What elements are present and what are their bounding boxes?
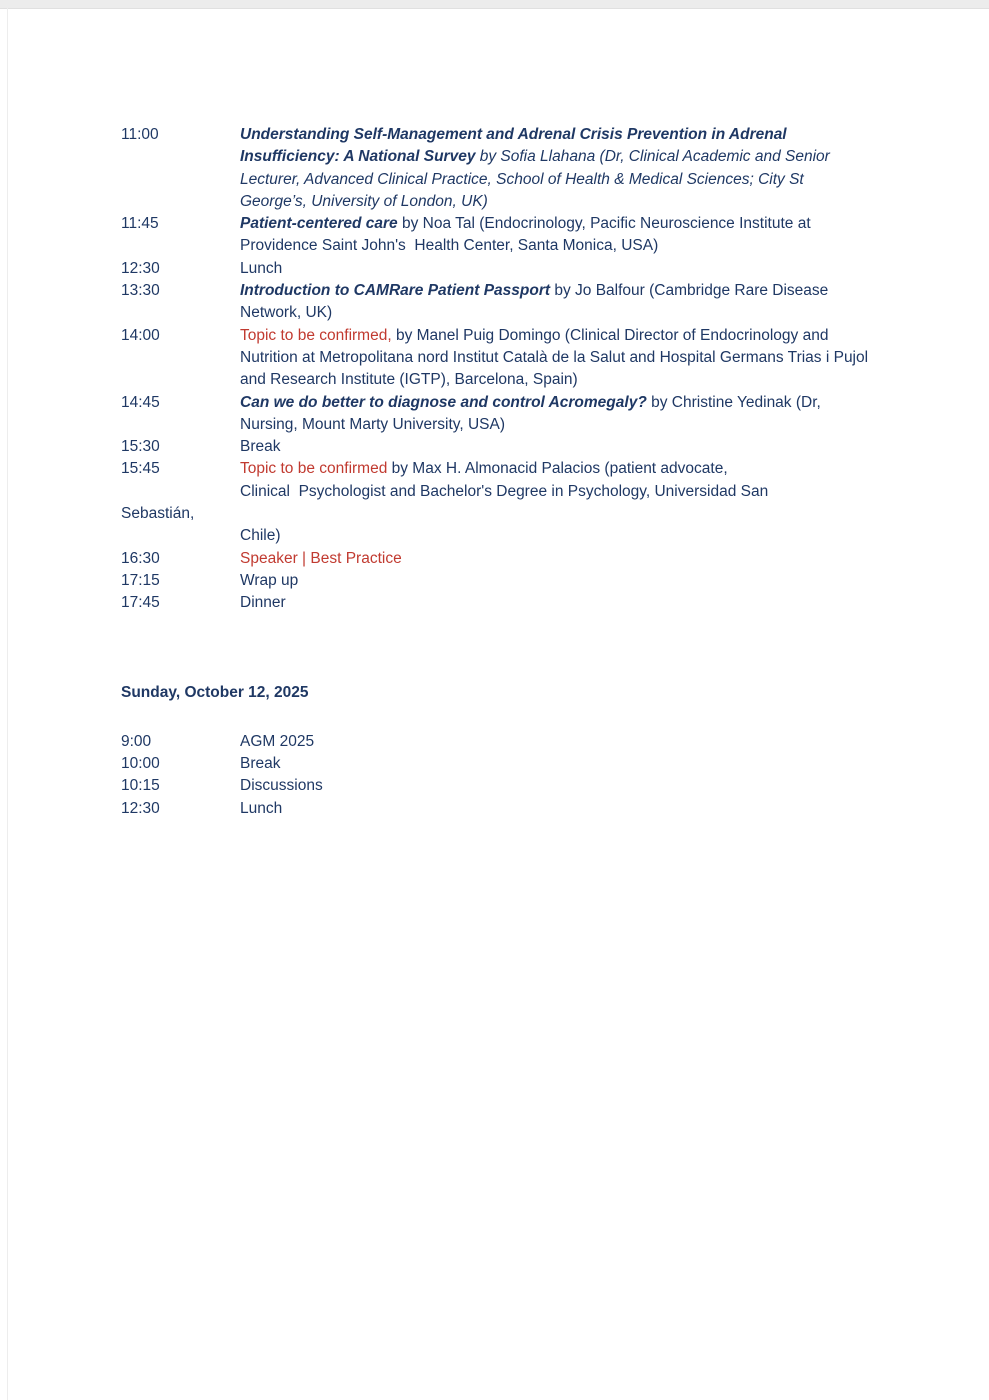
page-left-edge	[7, 8, 8, 1400]
session-label: Lunch	[240, 259, 283, 277]
session-title: Introduction to CAMRare Patient Passport	[240, 282, 551, 300]
schedule-row-outdented	[121, 503, 869, 525]
session-label: Discussions	[240, 777, 323, 795]
speaker-info: by Christine Yedinak (Dr, Nursing, Mount Marty University, USA)	[240, 393, 821, 433]
schedule-row	[121, 570, 869, 592]
time-cell: 16:30	[121, 549, 160, 567]
page-top-edge	[0, 0, 989, 9]
session-cell	[240, 280, 869, 325]
time-cell: 9:00	[121, 732, 152, 750]
time-cell: 14:00	[121, 326, 160, 344]
time-cell: 13:30	[121, 282, 160, 300]
schedule-row	[121, 548, 869, 570]
session-label: Break	[240, 755, 281, 773]
session-label: AGM 2025	[240, 732, 315, 750]
time-cell: 10:15	[121, 777, 160, 795]
schedule-row	[121, 280, 869, 325]
session-cell	[240, 258, 869, 280]
session-label: Break	[240, 438, 281, 456]
session-cell	[240, 124, 869, 213]
session-label: Dinner	[240, 594, 286, 612]
time-cell: 10:00	[121, 755, 160, 773]
time-cell	[121, 525, 240, 547]
time-cell: 12:30	[121, 259, 160, 277]
time-cell: 17:15	[121, 571, 160, 589]
session-cell	[240, 592, 869, 614]
speaker-info: by Noa Tal (Endocrinology, Pacific Neuroscience Institute at Providence Saint John's Health Center, Santa Monica, USA)	[240, 215, 811, 255]
day-heading: Sunday, October 12, 2025	[121, 683, 309, 701]
session-title: Patient-centered care	[240, 215, 398, 233]
speaker-info: by Jo Balfour (Cambridge Rare Disease Network, UK)	[240, 282, 829, 322]
schedule-body	[121, 124, 869, 820]
schedule-row	[121, 258, 869, 280]
topic-tbc-label: Topic to be confirmed	[240, 460, 388, 478]
time-cell: 11:45	[121, 215, 159, 233]
schedule-row	[121, 731, 869, 753]
session-cell	[240, 525, 869, 547]
schedule-row	[121, 213, 869, 258]
schedule-row	[121, 325, 869, 392]
session-cell	[240, 325, 869, 392]
session-cell	[240, 753, 869, 775]
schedule-row	[121, 798, 869, 820]
time-cell: 15:45	[121, 460, 160, 478]
topic-tbc-label: Topic to be confirmed,	[240, 326, 392, 344]
session-cell	[240, 458, 869, 503]
session-cell	[240, 392, 869, 437]
schedule-row	[121, 458, 869, 503]
session-cell	[240, 436, 869, 458]
schedule-row	[121, 775, 869, 797]
schedule-row	[121, 436, 869, 458]
session-cell	[240, 731, 869, 753]
speaker-info: Clinical Psychologist and Bachelor's Degree in Psychology, Universidad San	[240, 482, 769, 500]
speaker-info: Sebastián,	[121, 505, 195, 523]
time-cell: 11:00	[121, 126, 159, 143]
session-cell	[240, 570, 869, 592]
time-cell: 14:45	[121, 393, 160, 411]
schedule-row	[121, 392, 869, 437]
session-cell	[240, 775, 869, 797]
time-cell: 17:45	[121, 594, 160, 612]
schedule-row	[121, 124, 869, 213]
session-cell	[240, 213, 869, 258]
speaker-best-practice-label: Speaker | Best Practice	[240, 549, 402, 567]
session-cell	[240, 798, 869, 820]
session-title: Can we do better to diagnose and control Acromegaly?	[240, 393, 647, 411]
speaker-info: Chile)	[240, 527, 281, 545]
time-cell: 15:30	[121, 438, 160, 456]
session-title: Understanding Self-Management and Adrenal Crisis Prevention in Adrenal Insufficiency: A National Survey	[240, 126, 787, 166]
session-label: Wrap up	[240, 571, 299, 589]
schedule-row	[121, 525, 869, 547]
speaker-info: by Sofia Llahana (Dr, Clinical Academic and Senior Lecturer, Advanced Clinical Practice, School of Health & Medical Sciences; City St George’s, University of London, UK)	[240, 148, 830, 210]
speaker-info: by Manel Puig Domingo (Clinical Director of Endocrinology and Nutrition at Metropolitana nord Institut Català de la Salut and Hospital Germans Trias i Pujol and Research Institute (IGTP), Barcelona, Spain)	[240, 326, 869, 389]
schedule-row	[121, 592, 869, 614]
session-cell	[240, 548, 869, 570]
session-label: Lunch	[240, 799, 283, 817]
speaker-info: by Max H. Almonacid Palacios (patient advocate,	[387, 460, 728, 478]
schedule-row	[121, 753, 869, 775]
time-cell: 12:30	[121, 799, 160, 817]
